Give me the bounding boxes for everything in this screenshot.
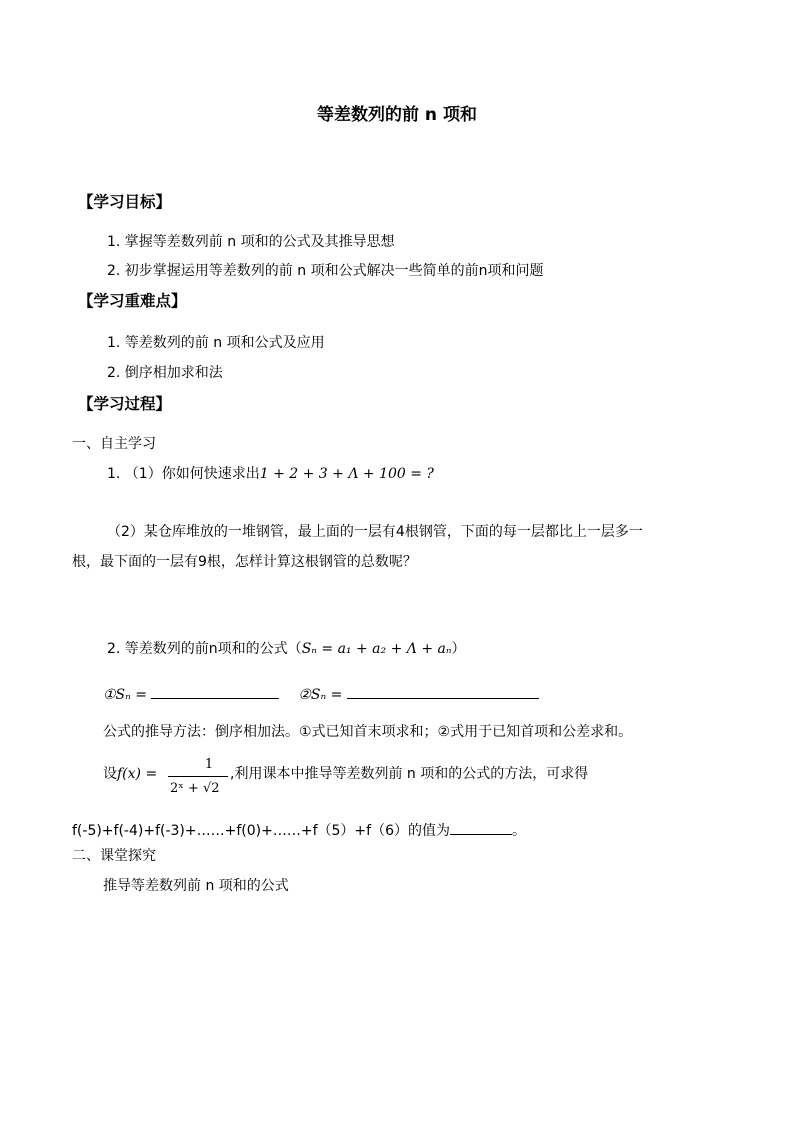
answer-blank[interactable] [450,820,512,835]
formula-line [107,642,466,656]
problem-sum-expression: f(-5)+f(-4)+f(-3)+……+f(0)+……+f（5）+f（6）的值为 [72,823,450,839]
blank-2-label: ②Sₙ = [298,687,343,703]
formula-expression: Sₙ = a₁ + a₂ + Λ + aₙ [301,641,452,657]
question-2-line-2: 根，最下面的一层有9根，怎样计算这根钢管的总数呢？ [72,554,417,570]
problem-suffix: ,利用课本中推导等差数列前 n 项和的公式的方法，可求得 [230,766,589,782]
page-title: 等差数列的前 n 项和 [317,105,477,125]
formula-blanks-line [103,684,539,702]
question-1 [107,467,434,481]
key-point-item-1: 1. 等差数列的前 n 项和公式及应用 [107,335,325,351]
part2-item: 推导等差数列前 n 项和的公式 [103,878,289,894]
problem-prefix-group [103,767,157,781]
formula-close: ） [451,641,466,657]
derivation-note: 公式的推导方法：倒序相加法。①式已知首末项求和；②式用于已知首项和公差求和。 [103,724,633,740]
question-1-expression: 1 + 2 + 3 + Λ + 100 = ? [259,466,434,482]
part1-heading: 一、自主学习 [72,436,156,452]
key-point-item-2: 2. 倒序相加求和法 [107,365,223,381]
fraction-numerator: 1 [204,757,214,772]
process-heading: 【学习过程】 [78,395,172,413]
formula-intro: 2. 等差数列的前n项和的公式（ [107,641,302,657]
problem-function: f(x) = [117,766,158,782]
fraction-denominator: 2ˣ + √2 [170,781,220,796]
fraction-bar [168,776,228,777]
blank-1[interactable] [151,684,279,699]
key-points-heading: 【学习重难点】 [78,292,187,310]
part2-heading: 二、课堂探究 [72,848,156,864]
goal-item-1: 1. 掌握等差数列前 n 项和的公式及其推导思想 [107,234,395,250]
problem-end: 。 [511,823,526,839]
goal-item-2: 2. 初步掌握运用等差数列的前 n 项和公式解决一些简单的前n项和问题 [107,263,544,279]
question-2-line-1: （2）某仓库堆放的一堆钢管，最上面的一层有4根钢管，下面的每一层都比上一层多一 [107,524,643,540]
blank-1-label: ①Sₙ = [103,687,147,703]
question-1-text: 1. （1）你如何快速求出 [107,466,260,482]
problem-line-2 [72,820,526,838]
blank-2[interactable] [347,684,539,699]
problem-prefix: 设 [103,766,117,782]
goals-heading: 【学习目标】 [78,193,172,211]
